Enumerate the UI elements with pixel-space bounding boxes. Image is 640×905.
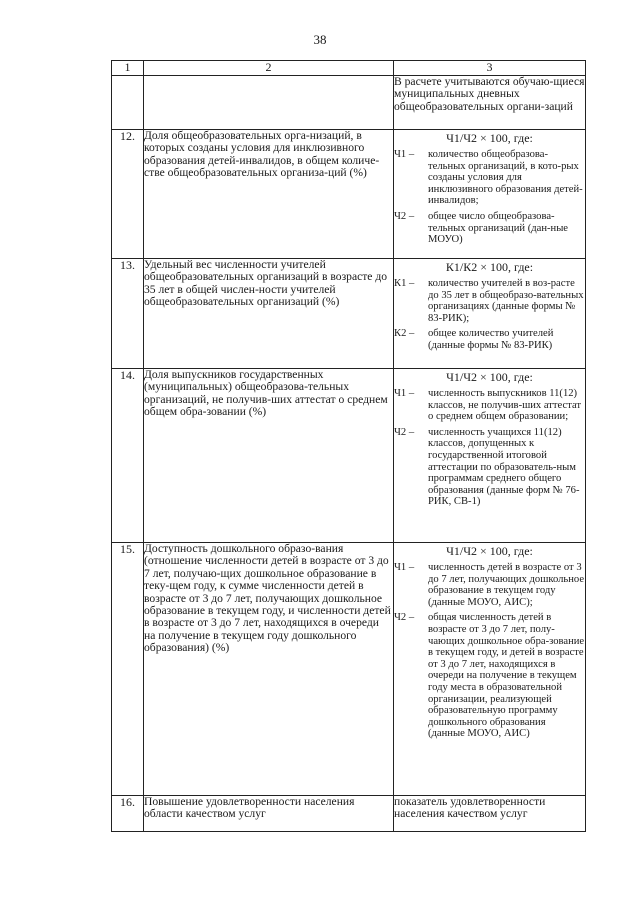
- variable-text: общее количество учителей (данные формы № 83-РИК): [428, 328, 554, 351]
- variable-text: численность детей в возрасте от 3 до 7 лет, получающих дошкольное образование в текущем году (данные МОУО, АИС);: [428, 562, 585, 608]
- variable-text: общая численность детей в возрасте от 3 до 7 лет, полу-чающих дошкольное обра-зование в текущем году, и детей в возрасте от 3 до 7 лет, находящихся в очереди на получение в текущем году места в образовательной организации, реализующей образовательную программу дошкольного образования (данные МОУО, АИС): [428, 612, 585, 740]
- table-row: [112, 543, 586, 796]
- variable-text: количество учителей в воз-расте до 35 лет в общеобразо-вательных организациях (данные формы № 83-РИК);: [428, 278, 584, 324]
- indicator-description: Доля общеобразовательных орга-низаций, в которых созданы условия для инклюзивного образования детей-инвалидов, в общем количе-стве общеобразовательных организа-ций (%): [144, 130, 394, 259]
- variable-name: Ч1 –: [394, 562, 415, 573]
- formula: Ч1/Ч2 × 100, где:: [446, 131, 533, 145]
- formula: Ч1/Ч2 × 100, где:: [446, 544, 533, 558]
- indicator-description: Доля выпускников государственных (муниципальных) общеобразова-тельных организаций, не получив-ших аттестат о среднем общем обра-зовании (%): [144, 369, 394, 543]
- formula: К1/К2 × 100, где:: [445, 260, 534, 274]
- variable-name: К2 –: [394, 328, 415, 340]
- calculation-cell: [394, 543, 586, 796]
- indicators-table: [111, 60, 586, 832]
- header-col-1: 1: [112, 61, 144, 76]
- indicator-description: Удельный вес численности учителей общеобразовательных организаций в возрасте до 35 лет в общей числен-ности учителей общеобразовательных организаций (%): [144, 259, 394, 369]
- row-number: 15.: [112, 543, 144, 796]
- variable-text: общее число общеобразова-тельных организаций (дан-ные МОУО): [428, 210, 569, 246]
- variable-definition: [394, 211, 585, 246]
- variable-text: количество общеобразова-тельных организаций, в кото-рых созданы условия для инклюзивного образования детей-инвалидов;: [428, 149, 583, 207]
- table-row: [112, 369, 586, 543]
- indicator-description: Повышение удовлетворенности населения области качеством услуг: [144, 796, 394, 832]
- calculation-cell: [394, 796, 586, 832]
- indicator-description: Доступность дошкольного образо-вания (отношение численности детей в возрасте от 3 до 7 лет, получаю-щих дошкольное образование в теку-щем году, к сумме численности детей в возрасте от 3 до 7 лет, получающих дошкольное образование в текущем году, и численности детей в возрасте от 3 до 7 лет, находящихся в очереди на получение в текущем году дошкольного образования) (%): [144, 543, 394, 796]
- header-col-3: 3: [394, 61, 586, 76]
- header-col-2: 2: [144, 61, 394, 76]
- variable-name: Ч2 –: [394, 426, 415, 438]
- table-row-continuation: [112, 76, 586, 130]
- continuation-num-cell: [112, 76, 144, 130]
- continuation-desc-cell: [144, 76, 394, 130]
- variable-definition: [394, 388, 585, 423]
- variable-definition: [394, 562, 585, 608]
- table-row: [112, 259, 586, 369]
- row-number: 13.: [112, 259, 144, 369]
- table-header-row: [112, 61, 586, 76]
- calculation-cell: [394, 259, 586, 369]
- indicator-note: показатель удовлетворенности населения качеством услуг: [394, 795, 546, 821]
- variable-name: Ч1 –: [394, 388, 415, 399]
- table-row: [112, 130, 586, 259]
- variable-name: Ч1 –: [394, 149, 415, 160]
- calculation-cell: [394, 130, 586, 259]
- variable-name: Ч2 –: [394, 612, 415, 624]
- intro-text: В расчете учитываются обучаю-щиеся муниципальных дневных общеобразовательных органи-заций: [394, 75, 585, 113]
- row-number: 16.: [112, 796, 144, 832]
- variable-text: численность выпускников 11(12) классов, не получив-ших аттестат о среднем общем образовании;: [428, 388, 582, 423]
- formula: Ч1/Ч2 × 100, где:: [446, 370, 533, 384]
- continuation-calc-cell: [394, 76, 586, 130]
- variable-definition: [394, 278, 585, 324]
- variable-name: К1 –: [394, 278, 415, 289]
- row-number: 14.: [112, 369, 144, 543]
- row-number: 12.: [112, 130, 144, 259]
- variable-definition: [394, 328, 585, 351]
- variable-text: численность учащихся 11(12) классов, допущенных к государственной итоговой аттестации по образователь-ным программам среднего общего образования (данные форм № 76-РИК, СВ-1): [428, 426, 580, 508]
- variable-definition: [394, 149, 585, 207]
- page-number: 38: [313, 32, 327, 47]
- variable-definition: [394, 427, 585, 508]
- calculation-cell: [394, 369, 586, 543]
- table-row: [112, 796, 586, 832]
- variable-definition: [394, 612, 585, 740]
- variable-name: Ч2 –: [394, 210, 415, 222]
